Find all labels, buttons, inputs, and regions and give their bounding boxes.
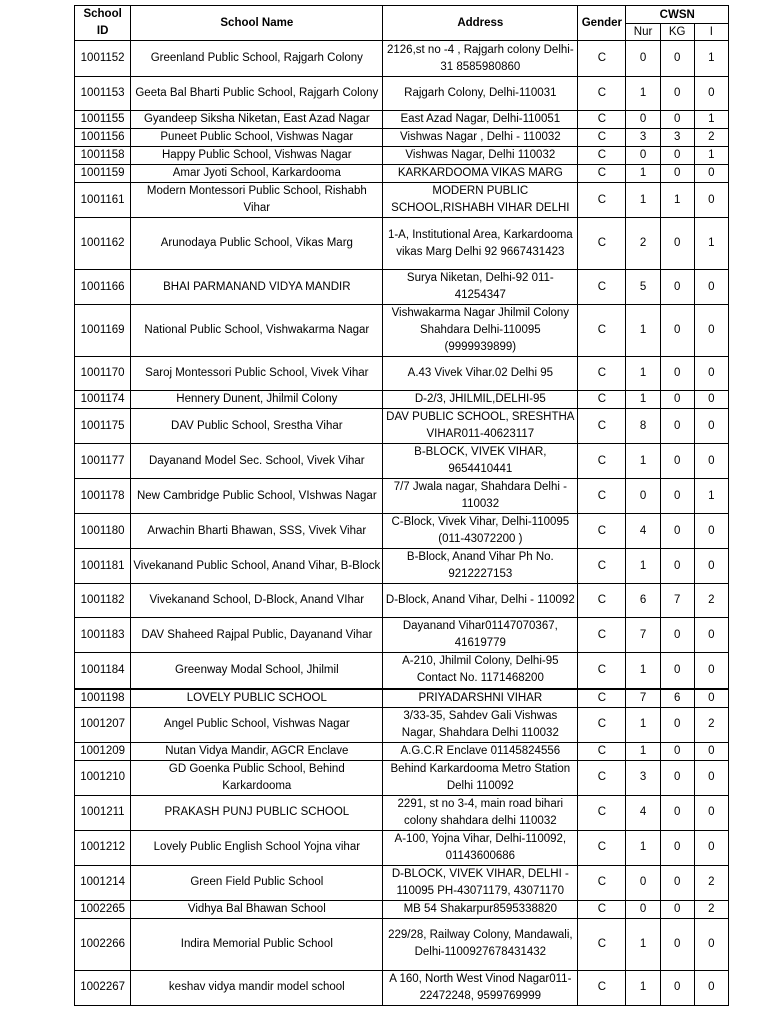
- cwsn-kg-cell: 0: [660, 41, 694, 77]
- school-name-cell: Arwachin Bharti Bhawan, SSS, Vivek Vihar: [131, 514, 383, 549]
- school-id-cell: 1001209: [75, 742, 131, 760]
- cwsn-nur-cell: 1: [626, 970, 660, 1005]
- gender-cell: C: [578, 760, 626, 795]
- gender-cell: C: [578, 41, 626, 77]
- cwsn-i-cell: 1: [694, 218, 728, 270]
- cwsn-kg-cell: 0: [660, 900, 694, 918]
- address-cell: 2126,st no -4 , Rajgarh colony Delhi-31 8585980860: [383, 41, 578, 77]
- school-id-cell: 1001211: [75, 795, 131, 830]
- address-cell: A.G.C.R Enclave 01145824556: [383, 742, 578, 760]
- cwsn-i-cell: 0: [694, 77, 728, 111]
- cwsn-i-cell: 2: [694, 707, 728, 742]
- cwsn-kg-cell: 0: [660, 409, 694, 444]
- cwsn-i-cell: 2: [694, 900, 728, 918]
- table-row: [75, 41, 729, 77]
- cwsn-i-cell: 0: [694, 970, 728, 1005]
- cwsn-nur-cell: 7: [626, 618, 660, 653]
- table-row: [75, 742, 729, 760]
- cwsn-i-cell: 0: [694, 830, 728, 865]
- school-id-cell: 1001178: [75, 479, 131, 514]
- gender-cell: C: [578, 409, 626, 444]
- cwsn-nur-cell: 3: [626, 129, 660, 147]
- school-id-cell: 1001207: [75, 707, 131, 742]
- school-name-cell: Modern Montessori Public School, Rishabh Vihar: [131, 183, 383, 218]
- address-cell: Surya Niketan, Delhi-92 011-41254347: [383, 270, 578, 305]
- school-name-cell: New Cambridge Public School, VIshwas Nagar: [131, 479, 383, 514]
- gender-cell: C: [578, 111, 626, 129]
- gender-cell: C: [578, 147, 626, 165]
- address-cell: A 160, North West Vinod Nagar011-22472248, 9599769999: [383, 970, 578, 1005]
- school-name-cell: DAV Public School, Srestha Vihar: [131, 409, 383, 444]
- table-row: [75, 165, 729, 183]
- school-id-cell: 1001184: [75, 653, 131, 689]
- table-row: [75, 305, 729, 357]
- cwsn-nur-cell: 0: [626, 479, 660, 514]
- address-cell: A-100, Yojna Vihar, Delhi-110092, 01143600686: [383, 830, 578, 865]
- school-name-cell: Greenway Modal School, Jhilmil: [131, 653, 383, 689]
- cwsn-i-cell: 2: [694, 584, 728, 618]
- address-cell: Dayanand Vihar01147070367, 41619779: [383, 618, 578, 653]
- school-id-cell: 1001162: [75, 218, 131, 270]
- address-cell: Vishwas Nagar, Delhi 110032: [383, 147, 578, 165]
- table-row: [75, 689, 729, 708]
- table-row: [75, 183, 729, 218]
- address-cell: D-2/3, JHILMIL,DELHI-95: [383, 391, 578, 409]
- table-row: [75, 900, 729, 918]
- school-id-cell: 1001198: [75, 689, 131, 708]
- cwsn-nur-cell: 1: [626, 707, 660, 742]
- cwsn-kg-cell: 0: [660, 707, 694, 742]
- address-cell: 2291, st no 3-4, main road bihari colony shahdara delhi 110032: [383, 795, 578, 830]
- school-id-cell: 1001212: [75, 830, 131, 865]
- school-id-cell: 1001183: [75, 618, 131, 653]
- gender-cell: C: [578, 900, 626, 918]
- school-id-cell: 1001153: [75, 77, 131, 111]
- address-cell: Vishwakarma Nagar Jhilmil Colony Shahdara Delhi-110095 (9999939899): [383, 305, 578, 357]
- school-name-cell: LOVELY PUBLIC SCHOOL: [131, 689, 383, 708]
- address-cell: C-Block, Vivek Vihar, Delhi-110095 (011-43072200 ): [383, 514, 578, 549]
- cwsn-nur-cell: 0: [626, 147, 660, 165]
- address-cell: PRIYADARSHNI VIHAR: [383, 689, 578, 708]
- school-name-cell: GD Goenka Public School, Behind Karkardooma: [131, 760, 383, 795]
- table-row: [75, 584, 729, 618]
- cwsn-kg-cell: 0: [660, 165, 694, 183]
- address-cell: East Azad Nagar, Delhi-110051: [383, 111, 578, 129]
- table-row: [75, 549, 729, 584]
- gender-cell: C: [578, 183, 626, 218]
- header-address: Address: [383, 6, 578, 41]
- school-id-cell: 1001159: [75, 165, 131, 183]
- gender-cell: C: [578, 129, 626, 147]
- gender-cell: C: [578, 305, 626, 357]
- cwsn-kg-cell: 1: [660, 183, 694, 218]
- school-name-cell: Vivekanand School, D-Block, Anand VIhar: [131, 584, 383, 618]
- address-cell: Rajgarh Colony, Delhi-110031: [383, 77, 578, 111]
- cwsn-i-cell: 0: [694, 549, 728, 584]
- cwsn-nur-cell: 1: [626, 183, 660, 218]
- cwsn-kg-cell: 0: [660, 111, 694, 129]
- address-cell: MB 54 Shakarpur8595338820: [383, 900, 578, 918]
- address-cell: A-210, Jhilmil Colony, Delhi-95 Contact No. 1171468200: [383, 653, 578, 689]
- table-row: [75, 970, 729, 1005]
- cwsn-kg-cell: 0: [660, 77, 694, 111]
- school-name-cell: BHAI PARMANAND VIDYA MANDIR: [131, 270, 383, 305]
- school-id-cell: 1001214: [75, 865, 131, 900]
- gender-cell: C: [578, 618, 626, 653]
- address-cell: 229/28, Railway Colony, Mandawali, Delhi-1100927678431432: [383, 918, 578, 970]
- address-cell: DAV PUBLIC SCHOOL, SRESHTHA VIHAR011-40623117: [383, 409, 578, 444]
- cwsn-kg-cell: 0: [660, 218, 694, 270]
- gender-cell: C: [578, 830, 626, 865]
- table-row: [75, 391, 729, 409]
- cwsn-i-cell: 0: [694, 183, 728, 218]
- cwsn-nur-cell: 1: [626, 77, 660, 111]
- cwsn-kg-cell: 0: [660, 795, 694, 830]
- address-cell: D-BLOCK, VIVEK VIHAR, DELHI - 110095 PH-43071179, 43071170: [383, 865, 578, 900]
- gender-cell: C: [578, 218, 626, 270]
- cwsn-i-cell: 0: [694, 689, 728, 708]
- gender-cell: C: [578, 918, 626, 970]
- table-row: [75, 514, 729, 549]
- cwsn-nur-cell: 4: [626, 795, 660, 830]
- table-row: [75, 129, 729, 147]
- address-cell: B-Block, Anand Vihar Ph No. 9212227153: [383, 549, 578, 584]
- cwsn-i-cell: 0: [694, 357, 728, 391]
- cwsn-nur-cell: 0: [626, 41, 660, 77]
- cwsn-nur-cell: 1: [626, 305, 660, 357]
- cwsn-i-cell: 1: [694, 111, 728, 129]
- school-name-cell: Arunodaya Public School, Vikas Marg: [131, 218, 383, 270]
- cwsn-i-cell: 0: [694, 409, 728, 444]
- cwsn-nur-cell: 2: [626, 218, 660, 270]
- gender-cell: C: [578, 77, 626, 111]
- school-id-cell: 1001170: [75, 357, 131, 391]
- school-name-cell: Hennery Dunent, Jhilmil Colony: [131, 391, 383, 409]
- cwsn-i-cell: 0: [694, 760, 728, 795]
- address-cell: 3/33-35, Sahdev Gali Vishwas Nagar, Shahdara Delhi 110032: [383, 707, 578, 742]
- school-id-cell: 1001166: [75, 270, 131, 305]
- cwsn-i-cell: 0: [694, 618, 728, 653]
- cwsn-i-cell: 0: [694, 391, 728, 409]
- cwsn-kg-cell: 0: [660, 830, 694, 865]
- cwsn-nur-cell: 0: [626, 900, 660, 918]
- cwsn-nur-cell: 1: [626, 830, 660, 865]
- cwsn-nur-cell: 1: [626, 742, 660, 760]
- school-name-cell: Saroj Montessori Public School, Vivek Vihar: [131, 357, 383, 391]
- address-cell: MODERN PUBLIC SCHOOL,RISHABH VIHAR DELHI: [383, 183, 578, 218]
- cwsn-i-cell: 0: [694, 918, 728, 970]
- school-name-cell: DAV Shaheed Rajpal Public, Dayanand Vihar: [131, 618, 383, 653]
- gender-cell: C: [578, 584, 626, 618]
- cwsn-kg-cell: 0: [660, 514, 694, 549]
- table-row: [75, 218, 729, 270]
- gender-cell: C: [578, 653, 626, 689]
- school-name-cell: National Public School, Vishwakarma Nagar: [131, 305, 383, 357]
- cwsn-i-cell: 0: [694, 270, 728, 305]
- school-name-cell: Puneet Public School, Vishwas Nagar: [131, 129, 383, 147]
- cwsn-nur-cell: 7: [626, 689, 660, 708]
- address-cell: Vishwas Nagar , Delhi - 110032: [383, 129, 578, 147]
- gender-cell: C: [578, 479, 626, 514]
- cwsn-nur-cell: 1: [626, 357, 660, 391]
- school-id-cell: 1001156: [75, 129, 131, 147]
- cwsn-i-cell: 0: [694, 742, 728, 760]
- cwsn-i-cell: 2: [694, 129, 728, 147]
- cwsn-i-cell: 0: [694, 514, 728, 549]
- table-row: [75, 111, 729, 129]
- table-row: [75, 918, 729, 970]
- gender-cell: C: [578, 444, 626, 479]
- cwsn-kg-cell: 0: [660, 918, 694, 970]
- gender-cell: C: [578, 514, 626, 549]
- header-i: I: [694, 24, 728, 41]
- school-name-cell: Lovely Public English School Yojna vihar: [131, 830, 383, 865]
- school-name-cell: Green Field Public School: [131, 865, 383, 900]
- cwsn-kg-cell: 3: [660, 129, 694, 147]
- gender-cell: C: [578, 742, 626, 760]
- gender-cell: C: [578, 549, 626, 584]
- cwsn-nur-cell: 6: [626, 584, 660, 618]
- school-name-cell: Geeta Bal Bharti Public School, Rajgarh Colony: [131, 77, 383, 111]
- gender-cell: C: [578, 795, 626, 830]
- cwsn-kg-cell: 0: [660, 479, 694, 514]
- table-row: [75, 618, 729, 653]
- table-row: [75, 147, 729, 165]
- gender-cell: C: [578, 270, 626, 305]
- school-id-cell: 1001161: [75, 183, 131, 218]
- header-nur: Nur: [626, 24, 660, 41]
- cwsn-kg-cell: 0: [660, 970, 694, 1005]
- school-id-cell: 1001158: [75, 147, 131, 165]
- cwsn-kg-cell: 0: [660, 305, 694, 357]
- table-row: [75, 760, 729, 795]
- table-row: [75, 830, 729, 865]
- cwsn-i-cell: 0: [694, 653, 728, 689]
- gender-cell: C: [578, 357, 626, 391]
- cwsn-i-cell: 1: [694, 41, 728, 77]
- table-row: [75, 795, 729, 830]
- school-id-cell: 1001175: [75, 409, 131, 444]
- gender-cell: C: [578, 165, 626, 183]
- cwsn-nur-cell: 0: [626, 865, 660, 900]
- cwsn-i-cell: 1: [694, 479, 728, 514]
- cwsn-nur-cell: 5: [626, 270, 660, 305]
- school-name-cell: Angel Public School, Vishwas Nagar: [131, 707, 383, 742]
- cwsn-nur-cell: 1: [626, 918, 660, 970]
- school-name-cell: Vidhya Bal Bhawan School: [131, 900, 383, 918]
- gender-cell: C: [578, 865, 626, 900]
- cwsn-nur-cell: 0: [626, 111, 660, 129]
- cwsn-nur-cell: 1: [626, 444, 660, 479]
- cwsn-kg-cell: 0: [660, 760, 694, 795]
- cwsn-nur-cell: 1: [626, 391, 660, 409]
- cwsn-kg-cell: 6: [660, 689, 694, 708]
- address-cell: D-Block, Anand Vihar, Delhi - 110092: [383, 584, 578, 618]
- school-name-cell: Gyandeep Siksha Niketan, East Azad Nagar: [131, 111, 383, 129]
- school-id-cell: 1001155: [75, 111, 131, 129]
- cwsn-nur-cell: 1: [626, 165, 660, 183]
- gender-cell: C: [578, 707, 626, 742]
- school-name-cell: Greenland Public School, Rajgarh Colony: [131, 41, 383, 77]
- address-cell: 7/7 Jwala nagar, Shahdara Delhi - 110032: [383, 479, 578, 514]
- header-kg: KG: [660, 24, 694, 41]
- header-gender: Gender: [578, 6, 626, 41]
- cwsn-kg-cell: 0: [660, 549, 694, 584]
- school-id-cell: 1001169: [75, 305, 131, 357]
- table-row: [75, 653, 729, 689]
- cwsn-kg-cell: 0: [660, 357, 694, 391]
- cwsn-kg-cell: 0: [660, 147, 694, 165]
- school-id-cell: 1001182: [75, 584, 131, 618]
- cwsn-i-cell: 0: [694, 165, 728, 183]
- cwsn-nur-cell: 3: [626, 760, 660, 795]
- school-id-cell: 1001210: [75, 760, 131, 795]
- school-name-cell: Amar Jyoti School, Karkardooma: [131, 165, 383, 183]
- table-row: [75, 270, 729, 305]
- cwsn-i-cell: 2: [694, 865, 728, 900]
- school-id-cell: 1002265: [75, 900, 131, 918]
- gender-cell: C: [578, 689, 626, 708]
- table-row: [75, 865, 729, 900]
- school-name-cell: Nutan Vidya Mandir, AGCR Enclave: [131, 742, 383, 760]
- cwsn-nur-cell: 8: [626, 409, 660, 444]
- gender-cell: C: [578, 391, 626, 409]
- cwsn-kg-cell: 0: [660, 618, 694, 653]
- table-row: [75, 357, 729, 391]
- school-name-cell: Dayanand Model Sec. School, Vivek Vihar: [131, 444, 383, 479]
- school-id-cell: 1001177: [75, 444, 131, 479]
- school-id-cell: 1001180: [75, 514, 131, 549]
- table-row: [75, 444, 729, 479]
- cwsn-i-cell: 0: [694, 795, 728, 830]
- address-cell: Behind Karkardooma Metro Station Delhi 110092: [383, 760, 578, 795]
- cwsn-nur-cell: 1: [626, 549, 660, 584]
- school-name-cell: Indira Memorial Public School: [131, 918, 383, 970]
- table-row: [75, 707, 729, 742]
- cwsn-kg-cell: 0: [660, 444, 694, 479]
- cwsn-kg-cell: 7: [660, 584, 694, 618]
- address-cell: B-BLOCK, VIVEK VIHAR, 9654410441: [383, 444, 578, 479]
- cwsn-i-cell: 0: [694, 444, 728, 479]
- school-id-cell: 1001174: [75, 391, 131, 409]
- school-name-cell: Happy Public School, Vishwas Nagar: [131, 147, 383, 165]
- school-id-cell: 1001181: [75, 549, 131, 584]
- header-school-id: School ID: [75, 6, 131, 41]
- cwsn-i-cell: 0: [694, 305, 728, 357]
- cwsn-kg-cell: 0: [660, 865, 694, 900]
- address-cell: A.43 Vivek Vihar.02 Delhi 95: [383, 357, 578, 391]
- school-id-cell: 1001152: [75, 41, 131, 77]
- school-name-cell: PRAKASH PUNJ PUBLIC SCHOOL: [131, 795, 383, 830]
- school-table: [74, 5, 729, 1006]
- address-cell: KARKARDOOMA VIKAS MARG: [383, 165, 578, 183]
- cwsn-i-cell: 1: [694, 147, 728, 165]
- school-name-cell: keshav vidya mandir model school: [131, 970, 383, 1005]
- cwsn-kg-cell: 0: [660, 653, 694, 689]
- cwsn-kg-cell: 0: [660, 742, 694, 760]
- school-id-cell: 1002267: [75, 970, 131, 1005]
- cwsn-kg-cell: 0: [660, 391, 694, 409]
- cwsn-nur-cell: 4: [626, 514, 660, 549]
- school-name-cell: Vivekanand Public School, Anand Vihar, B-Block: [131, 549, 383, 584]
- gender-cell: C: [578, 970, 626, 1005]
- header-cwsn: CWSN: [626, 6, 729, 24]
- table-row: [75, 479, 729, 514]
- address-cell: 1-A, Institutional Area, Karkardooma vikas Marg Delhi 92 9667431423: [383, 218, 578, 270]
- table-row: [75, 77, 729, 111]
- table-row: [75, 409, 729, 444]
- cwsn-nur-cell: 1: [626, 653, 660, 689]
- cwsn-kg-cell: 0: [660, 270, 694, 305]
- school-id-cell: 1002266: [75, 918, 131, 970]
- header-school-name: School Name: [131, 6, 383, 41]
